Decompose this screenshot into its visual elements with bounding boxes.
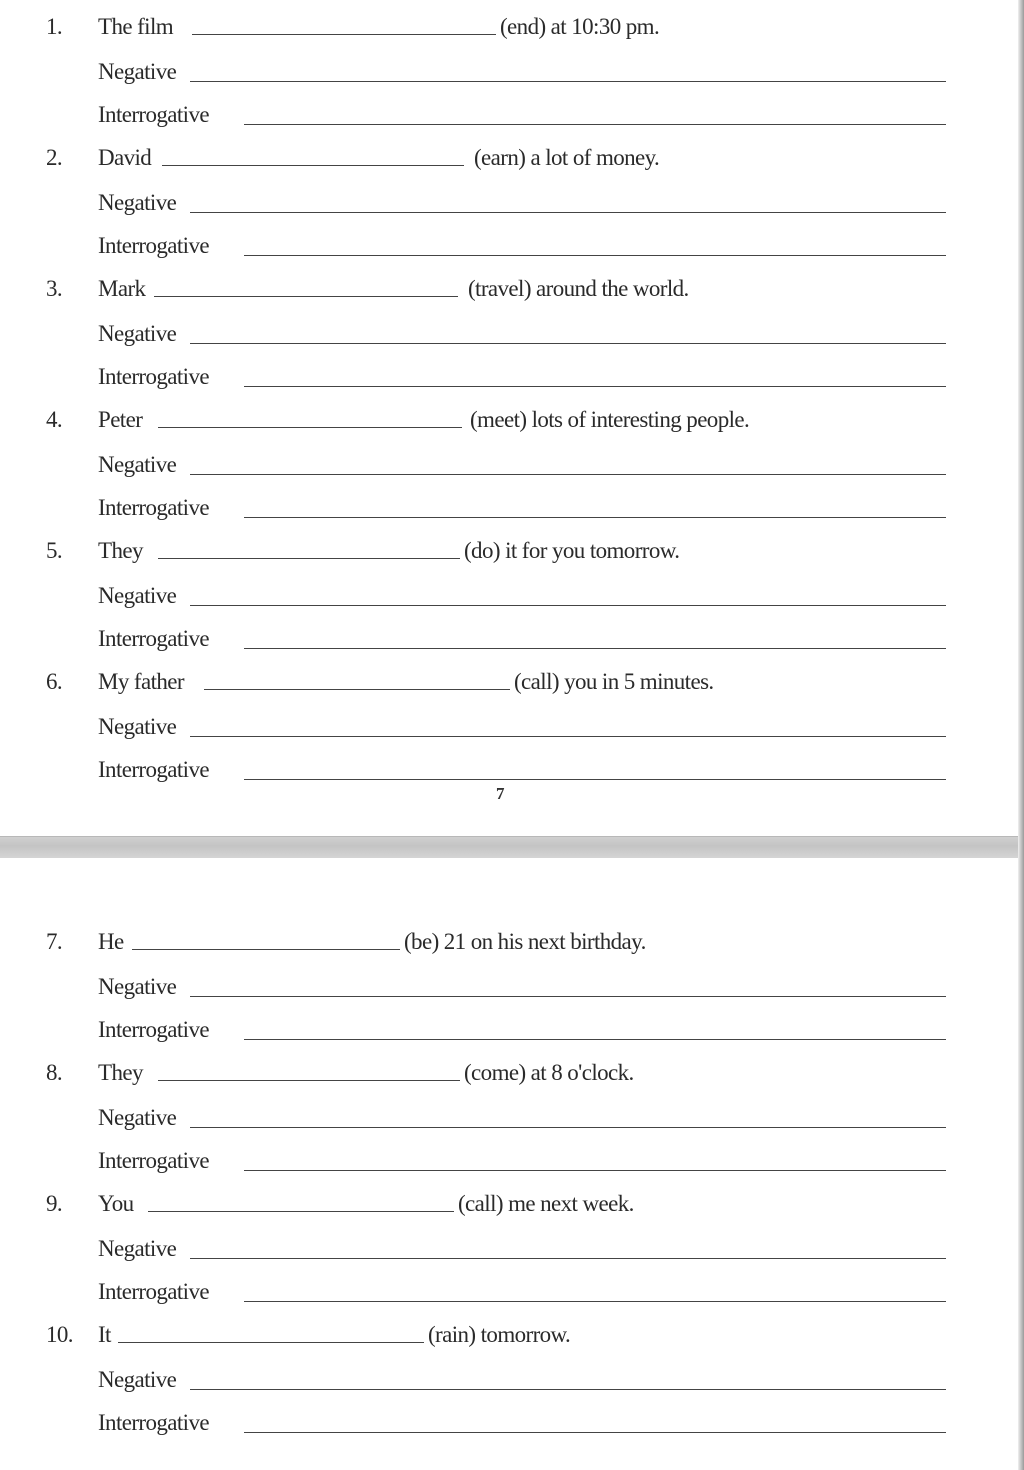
interrogative-answer-blank[interactable]: [244, 517, 946, 518]
exercise-number: 3.: [46, 276, 63, 301]
interrogative-line-3: [0, 362, 1000, 402]
interrogative-line-4: [0, 493, 1000, 533]
exercise-2: [0, 143, 1000, 183]
interrogative-answer-blank[interactable]: [244, 124, 946, 125]
negative-label: Negative: [98, 583, 177, 608]
interrogative-line-7: [0, 1015, 1000, 1055]
negative-label: Negative: [98, 1367, 177, 1392]
viewer-edge: [1018, 0, 1024, 1470]
answer-blank[interactable]: [132, 949, 400, 950]
exercise-6: [0, 667, 1000, 707]
interrogative-line-2: [0, 231, 1000, 271]
interrogative-label: Interrogative: [98, 495, 209, 520]
exercise-number: 9.: [46, 1191, 63, 1216]
negative-answer-blank[interactable]: [190, 1389, 946, 1390]
negative-line-7: [0, 972, 1000, 1012]
negative-line-8: [0, 1103, 1000, 1143]
exercise-prompt: (call) you in 5 minutes.: [514, 669, 714, 694]
exercise-number: 5.: [46, 538, 63, 563]
negative-line-2: [0, 188, 1000, 228]
exercise-number: 10.: [46, 1322, 73, 1347]
negative-line-10: [0, 1365, 1000, 1405]
exercise-number: 2.: [46, 145, 63, 170]
interrogative-answer-blank[interactable]: [244, 386, 946, 387]
negative-label: Negative: [98, 974, 177, 999]
negative-line-4: [0, 450, 1000, 490]
negative-answer-blank[interactable]: [190, 996, 946, 997]
interrogative-label: Interrogative: [98, 757, 209, 782]
negative-answer-blank[interactable]: [190, 343, 946, 344]
negative-label: Negative: [98, 714, 177, 739]
answer-blank[interactable]: [154, 296, 458, 297]
interrogative-answer-blank[interactable]: [244, 779, 946, 780]
exercise-number: 4.: [46, 407, 63, 432]
negative-label: Negative: [98, 1105, 177, 1130]
answer-blank[interactable]: [118, 1342, 424, 1343]
exercise-number: 8.: [46, 1060, 63, 1085]
negative-label: Negative: [98, 321, 177, 346]
negative-line-9: [0, 1234, 1000, 1274]
exercise-prompt: (do) it for you tomorrow.: [464, 538, 680, 563]
negative-label: Negative: [98, 452, 177, 477]
interrogative-label: Interrogative: [98, 1148, 209, 1173]
page-number: 7: [496, 784, 505, 803]
exercise-subject: You: [98, 1191, 134, 1216]
exercise-subject: They: [98, 538, 143, 563]
negative-answer-blank[interactable]: [190, 1127, 946, 1128]
exercise-prompt: (call) me next week.: [458, 1191, 634, 1216]
exercise-5: [0, 536, 1000, 576]
interrogative-line-5: [0, 624, 1000, 664]
exercise-subject: David: [98, 145, 152, 170]
page-separator: [0, 836, 1024, 860]
interrogative-answer-blank[interactable]: [244, 255, 946, 256]
exercise-prompt: (earn) a lot of money.: [474, 145, 660, 170]
interrogative-answer-blank[interactable]: [244, 1170, 946, 1171]
exercise-prompt: (come) at 8 o'clock.: [464, 1060, 634, 1085]
interrogative-label: Interrogative: [98, 364, 209, 389]
exercise-number: 1.: [46, 14, 63, 39]
exercise-subject: My father: [98, 669, 184, 694]
negative-answer-blank[interactable]: [190, 736, 946, 737]
interrogative-label: Interrogative: [98, 1279, 209, 1304]
exercise-prompt: (end) at 10:30 pm.: [500, 14, 660, 39]
exercise-prompt: (travel) around the world.: [468, 276, 689, 301]
exercise-subject: He: [98, 929, 124, 954]
exercise-3: [0, 274, 1000, 314]
interrogative-label: Interrogative: [98, 626, 209, 651]
negative-answer-blank[interactable]: [190, 474, 946, 475]
negative-answer-blank[interactable]: [190, 81, 946, 82]
answer-blank[interactable]: [162, 165, 464, 166]
interrogative-label: Interrogative: [98, 1410, 209, 1435]
exercise-subject: Mark: [98, 276, 146, 301]
negative-line-6: [0, 712, 1000, 752]
negative-line-1: [0, 57, 1000, 97]
negative-answer-blank[interactable]: [190, 212, 946, 213]
exercise-8: [0, 1058, 1000, 1098]
exercise-10: [0, 1320, 1000, 1360]
interrogative-line-10: [0, 1408, 1000, 1448]
interrogative-answer-blank[interactable]: [244, 1301, 946, 1302]
exercise-number: 6.: [46, 669, 63, 694]
negative-line-3: [0, 319, 1000, 359]
negative-label: Negative: [98, 59, 177, 84]
answer-blank[interactable]: [192, 34, 496, 35]
negative-line-5: [0, 581, 1000, 621]
exercise-7: [0, 927, 1000, 967]
exercise-subject: They: [98, 1060, 143, 1085]
interrogative-label: Interrogative: [98, 102, 209, 127]
exercise-1: [0, 12, 1000, 52]
negative-label: Negative: [98, 1236, 177, 1261]
exercise-9: [0, 1189, 1000, 1229]
interrogative-line-9: [0, 1277, 1000, 1317]
exercise-prompt: (meet) lots of interesting people.: [470, 407, 750, 432]
exercise-prompt: (rain) tomorrow.: [428, 1322, 571, 1347]
interrogative-label: Interrogative: [98, 233, 209, 258]
interrogative-line-8: [0, 1146, 1000, 1186]
negative-answer-blank[interactable]: [190, 605, 946, 606]
exercise-subject: It: [98, 1322, 111, 1347]
answer-blank[interactable]: [158, 1080, 460, 1081]
interrogative-answer-blank[interactable]: [244, 1039, 946, 1040]
interrogative-label: Interrogative: [98, 1017, 209, 1042]
negative-label: Negative: [98, 190, 177, 215]
answer-blank[interactable]: [158, 427, 462, 428]
exercise-subject: The film: [98, 14, 174, 39]
exercise-4: [0, 405, 1000, 445]
exercise-prompt: (be) 21 on his next birthday.: [404, 929, 646, 954]
negative-answer-blank[interactable]: [190, 1258, 946, 1259]
answer-blank[interactable]: [204, 689, 510, 690]
interrogative-line-6: [0, 755, 1000, 795]
answer-blank[interactable]: [148, 1211, 454, 1212]
exercise-subject: Peter: [98, 407, 143, 432]
interrogative-answer-blank[interactable]: [244, 1432, 946, 1433]
answer-blank[interactable]: [158, 558, 460, 559]
interrogative-line-1: [0, 100, 1000, 140]
exercise-number: 7.: [46, 929, 63, 954]
interrogative-answer-blank[interactable]: [244, 648, 946, 649]
